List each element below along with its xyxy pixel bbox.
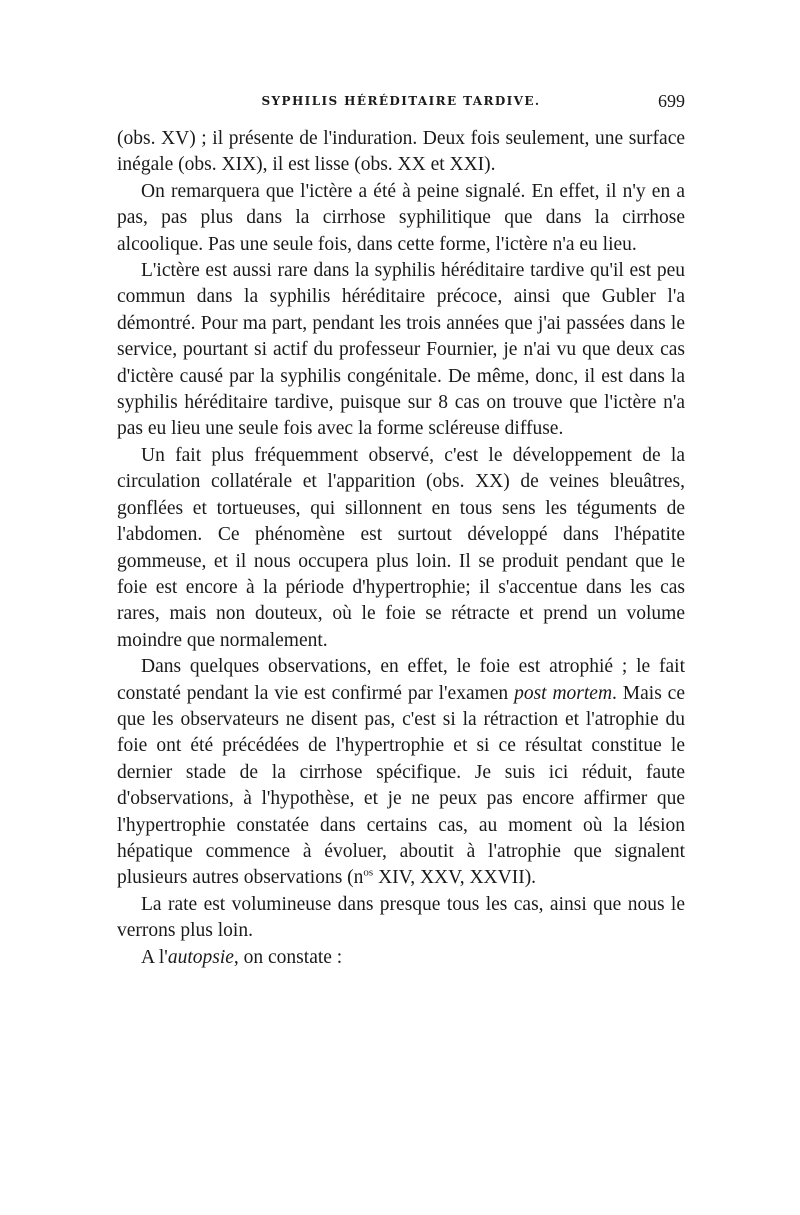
paragraph-7 [117,945,685,971]
paragraph-7-text-end: , on constate : [233,946,343,968]
paragraph-2: On remarquera que l'ictère a été à peine signalé. En effet, il n'y en a pas, pas plus dans la cirrhose syphilitique que dans la cirrhose alcoolique. Pas une seule fois, dans cette forme, l'ictère n'a eu lieu. [117,180,685,255]
paragraph-7-text-start: A l' [141,946,168,968]
body-text [117,126,685,971]
paragraph-5-text-end: XIV, XXV, XXVII). [373,867,537,889]
paragraph-1: (obs. XV) ; il présente de l'induration. Deux fois seulement, une surface inégale (obs. XIX), il est lisse (obs. XX et XXI). [117,128,685,176]
paragraph-5-italic-term: post mortem [514,682,613,704]
running-title: SYPHILIS HÉRÉDITAIRE TARDIVE. [261,94,541,108]
page-number: 699 [658,91,685,111]
paragraph-4: Un fait plus fréquemment observé, c'est le développement de la circulation collatérale et l'apparition (obs. XX) de veines bleuâtres, gonflées et tortueuses, qui sillonnent en tous sens les téguments de l'abdomen. Ce phénomène est surtout développé dans l'hépatite gommeuse, et il nous occupera plus loin. Il se produit pendant que le foie est encore à la période d'hypertrophie; il s'accentue dans les cas rares, mais non douteux, où le foie se rétracte et prend un volume moindre que normalement. [117,444,685,651]
paragraph-3: L'ictère est aussi rare dans la syphilis héréditaire tardive qu'il est peu commun dans la syphilis héréditaire précoce, ainsi que Gubler l'a démontré. Pour ma part, pendant les trois années que j'ai passées dans le service, pourtant si actif du professeur Fournier, je n'ai vu que deux cas d'ictère causé par la syphilis congénitale. De même, donc, il est dans la syphilis héréditaire tardive, puisque sur 8 cas on trouve que l'ictère n'a pas eu lieu une seule fois avec la forme scléreuse diffuse. [117,260,685,440]
paragraph-5-text-start: Dans quelques observations, en effet, le foie est atrophié ; le fait constaté pendant la vie est confirmé par l'examen [117,656,685,704]
paragraph-5 [117,654,685,892]
paragraph-5-text-middle: . Mais ce que les observateurs ne disent pas, c'est si la rétraction et l'atrophie du foie ont été précédées de l'hypertrophie et si ce résultat constitue le dernier stade de la cirrhose spécifique. Je suis ici réduit, faute d'observations, à l'hypothèse, et je ne peux pas encore affirmer que l'hypertrophie constatée dans certains cas, au moment où la lésion hépatique commence à évoluer, aboutit à l'atrophie que signalent plusieurs autres observations (n [117,682,685,889]
paragraph-6: La rate est volumineuse dans presque tous les cas, ainsi que nous le verrons plus loin. [117,893,685,942]
paragraph-5-superscript: os [363,866,374,879]
running-head [117,91,685,114]
paragraph-7-italic-term: autopsie [167,946,234,968]
